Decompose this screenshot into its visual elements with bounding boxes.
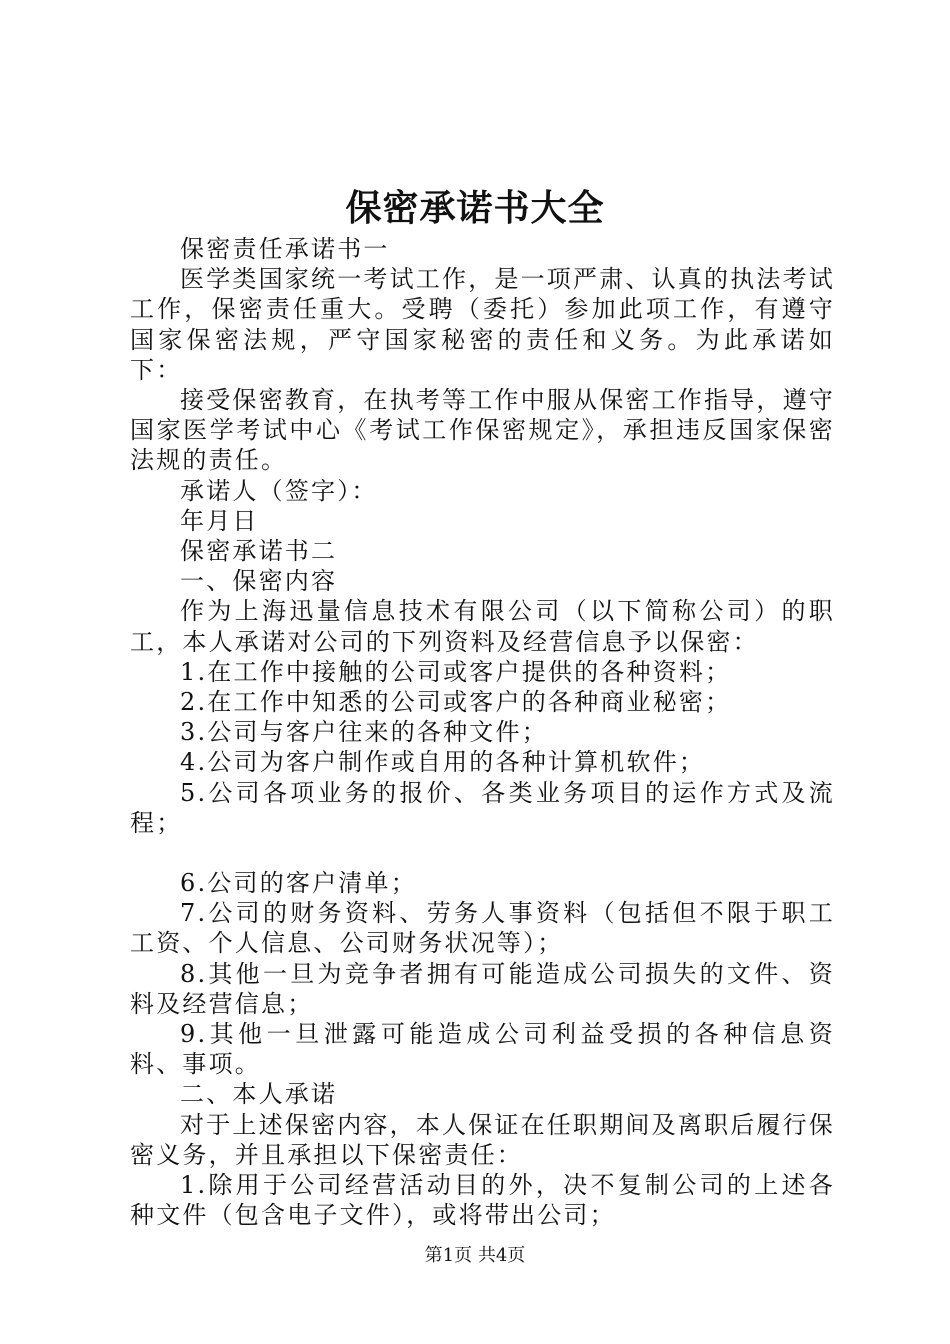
list-item: 3.公司与客户往来的各种文件； bbox=[180, 718, 548, 747]
paragraph: 二、本人承诺 bbox=[180, 1080, 338, 1109]
paragraph: 年月日 bbox=[180, 506, 259, 535]
list-item: 1.在工作中接触的公司或客户提供的各种资料； bbox=[180, 657, 732, 686]
paragraph: 一、保密内容 bbox=[180, 567, 338, 596]
list-item: 9.其他一旦泄露可能造成公司利益受损的各种信息资料、事项。 bbox=[130, 1020, 835, 1079]
paragraph: 接受保密教育，在执考等工作中服从保密工作指导，遵守国家医学考试中心《考试工作保密规定》，承担违反国家保密法规的责任。 bbox=[130, 386, 835, 475]
page-footer: 第1页 共4页 bbox=[424, 1245, 526, 1266]
document-body bbox=[130, 234, 835, 1231]
list-item: 1.除用于公司经营活动目的外，决不复制公司的上述各种文件（包含电子文件），或将带出公司； bbox=[130, 1171, 835, 1230]
list-item: 5.公司各项业务的报价、各类业务项目的运作方式及流程； bbox=[130, 778, 835, 837]
blank-line bbox=[130, 838, 835, 868]
list-item: 7.公司的财务资料、劳务人事资料（包括但不限于职工工资、个人信息、公司财务状况等）； bbox=[130, 899, 835, 958]
list-item: 8.其他一旦为竞争者拥有可能造成公司损失的文件、资料及经营信息； bbox=[130, 959, 835, 1018]
paragraph: 医学类国家统一考试工作，是一项严肃、认真的执法考试工作，保密责任重大。受聘（委托）参加此项工作，有遵守国家保密法规，严守国家秘密的责任和义务。为此承诺如下： bbox=[130, 265, 835, 384]
paragraph: 保密承诺书二 bbox=[180, 537, 338, 566]
list-item: 4.公司为客户制作或自用的各种计算机软件； bbox=[180, 748, 706, 777]
list-item: 2.在工作中知悉的公司或客户的各种商业秘密； bbox=[180, 688, 732, 717]
paragraph: 保密责任承诺书一 bbox=[180, 235, 390, 263]
paragraph: 承诺人（签字）： bbox=[180, 476, 378, 505]
document-title: 保密承诺书大全 bbox=[345, 187, 605, 229]
paragraph: 作为上海迅量信息技术有限公司（以下简称公司）的职工，本人承诺对公司的下列资料及经营信息予以保密： bbox=[130, 597, 835, 656]
list-item: 6.公司的客户清单； bbox=[180, 869, 417, 898]
paragraph: 对于上述保密内容，本人保证在任职期间及离职后履行保密义务，并且承担以下保密责任： bbox=[130, 1110, 835, 1169]
